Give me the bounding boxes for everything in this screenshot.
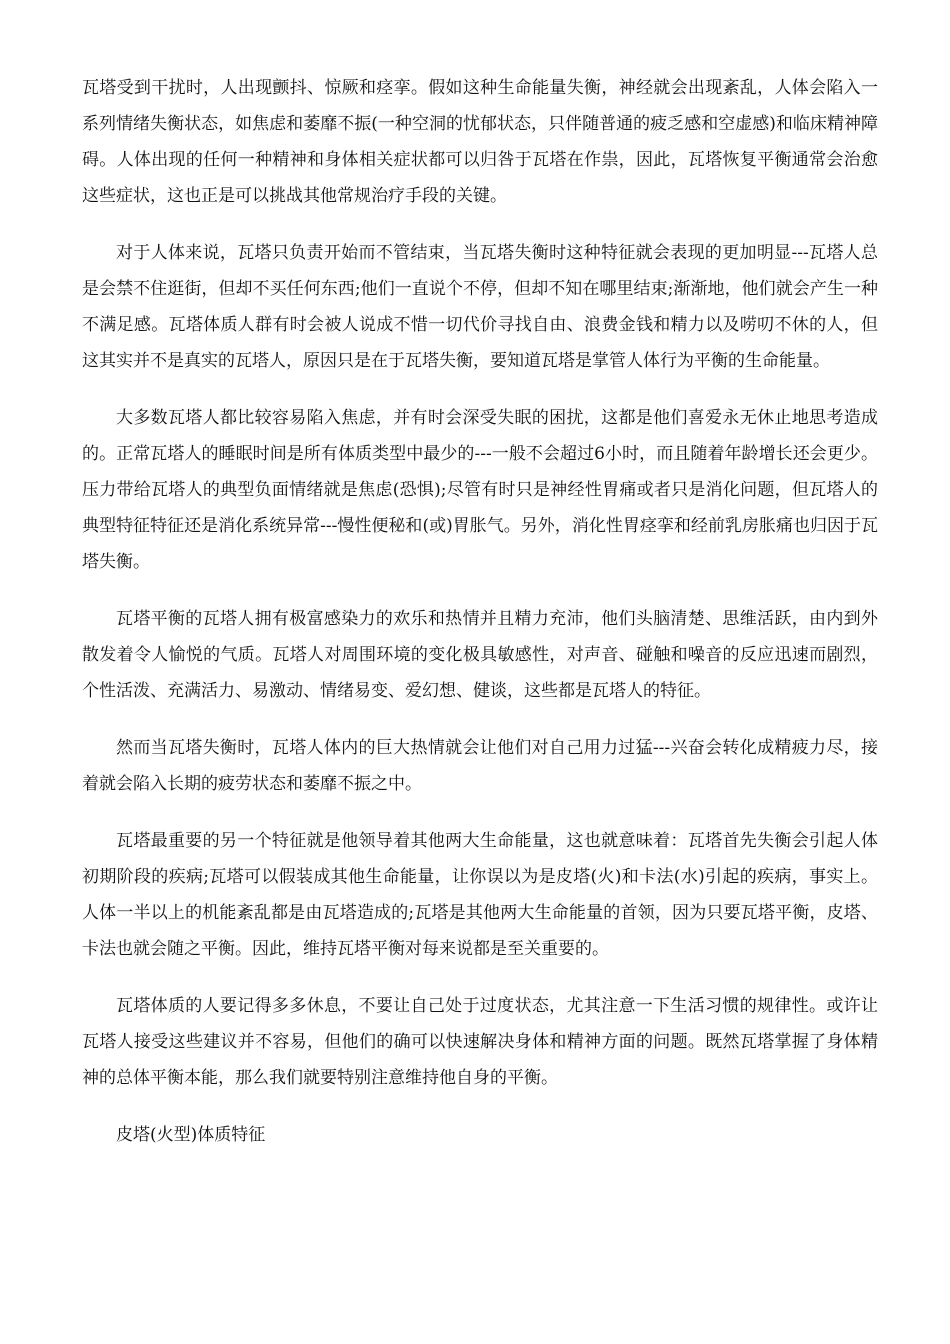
document-page: [82, 70, 878, 1153]
paragraph-vata-imbalance-exhaustion: 然而当瓦塔失衡时，瓦塔人体内的巨大热情就会让他们对自己用力过猛---兴奋会转化成精疲力尽，接着就会陷入长期的疲劳状态和萎靡不振之中。: [82, 738, 878, 794]
paragraph-vata-start-not-end: 对于人体来说，瓦塔只负责开始而不管结束，当瓦塔失衡时这种特征就会表现的更加明显---瓦塔人总是会禁不住逛街，但却不买任何东西;他们一直说个不停，但却不知在哪里结束;渐渐地，他们就会产生一种不满足感。瓦塔体质人群有时会被人说成不惜一切代价寻找自由、浪费金钱和精力以及唠叨不休的人，但这其实并不是真实的瓦塔人，原因只是在于瓦塔失衡，要知道瓦塔是掌管人体行为平衡的生命能量。: [82, 243, 878, 371]
section-heading-pitta: 皮塔(火型)体质特征: [116, 1125, 266, 1145]
paragraph-vata-rest-advice: 瓦塔体质的人要记得多多休息，不要让自己处于过度状态，尤其注意一下生活习惯的规律性。或许让瓦塔人接受这些建议并不容易，但他们的确可以快速解决身体和精神方面的问题。既然瓦塔掌握了身体精神的总体平衡本能，那么我们就要特别注意维持他自身的平衡。: [82, 996, 878, 1088]
paragraph-vata-disturbance: 瓦塔受到干扰时，人出现颤抖、惊厥和痉挛。假如这种生命能量失衡，神经就会出现紊乱，人体会陷入一系列情绪失衡状态，如焦虑和萎靡不振(一种空洞的忧郁状态，只伴随普通的疲乏感和空虚感)和临床精神障碍。人体出现的任何一种精神和身体相关症状都可以归咎于瓦塔在作祟，因此，瓦塔恢复平衡通常会治愈这些症状，这也正是可以挑战其他常规治疗手段的关键。: [82, 78, 878, 206]
paragraph-vata-anxiety-sleep: 大多数瓦塔人都比较容易陷入焦虑，并有时会深受失眠的困扰，这都是他们喜爱永无休止地思考造成的。正常瓦塔人的睡眠时间是所有体质类型中最少的---一般不会超过6小时，而且随着年龄增长还会更少。压力带给瓦塔人的典型负面情绪就是焦虑(恐惧);尽管有时只是神经性胃痛或者只是消化问题，但瓦塔人的典型特征特征还是消化系统异常---慢性便秘和(或)胃胀气。另外，消化性胃痉挛和经前乳房胀痛也归因于瓦塔失衡。: [82, 408, 878, 572]
paragraph-vata-leads-energies: 瓦塔最重要的另一个特征就是他领导着其他两大生命能量，这也就意味着：瓦塔首先失衡会引起人体初期阶段的疾病;瓦塔可以假装成其他生命能量，让你误以为是皮塔(火)和卡法(水)引起的疾病，事实上。人体一半以上的机能紊乱都是由瓦塔造成的;瓦塔是其他两大生命能量的首领，因为只要瓦塔平衡，皮塔、卡法也就会随之平衡。因此，维持瓦塔平衡对每来说都是至关重要的。: [82, 831, 878, 959]
paragraph-vata-balanced-traits: 瓦塔平衡的瓦塔人拥有极富感染力的欢乐和热情并且精力充沛，他们头脑清楚、思维活跃，由内到外散发着令人愉悦的气质。瓦塔人对周围环境的变化极具敏感性，对声音、碰触和噪音的反应迅速而剧烈，个性活泼、充满活力、易激动、情绪易变、爱幻想、健谈，这些都是瓦塔人的特征。: [82, 609, 878, 701]
